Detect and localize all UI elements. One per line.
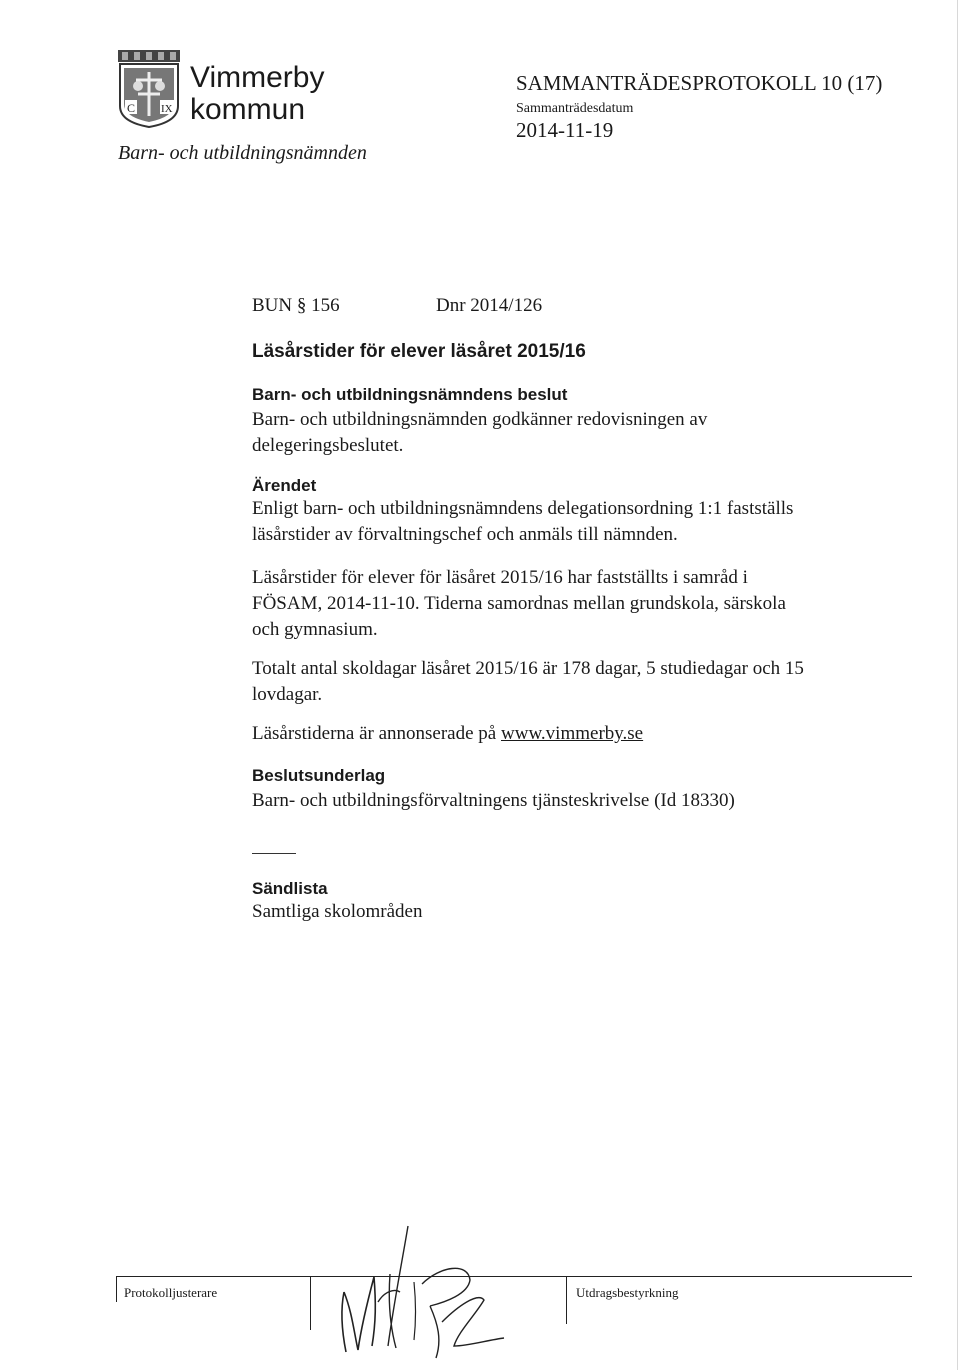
decision-line: delegeringsbeslutet.: [252, 435, 404, 456]
org-name-line2: kommun: [190, 93, 306, 126]
paragraph-line: FÖSAM, 2014-11-10. Tiderna samordnas mellan grundskola, särskola: [252, 593, 786, 614]
paragraph-line: Totalt antal skoldagar läsåret 2015/16 är 178 dagar, 5 studiedagar och 15: [252, 658, 804, 679]
footer-rule: [116, 1276, 912, 1277]
org-name-line1: Vimmerby: [190, 61, 325, 94]
municipality-coat-of-arms-logo: [118, 50, 180, 128]
matter-text: [252, 496, 793, 548]
page-edge: [957, 0, 958, 1370]
footer-adjuster-label: Protokolljusterare: [124, 1285, 218, 1300]
case-title: Läsårstider för elever läsåret 2015/16: [252, 341, 586, 362]
paragraph-announcement: [252, 721, 643, 747]
department-name: Barn- och utbildningsnämnden: [118, 142, 367, 164]
paragraph-reference: BUN § 156: [252, 295, 340, 316]
decision-text: [252, 407, 707, 459]
paragraph-line: Läsårstider för elever för läsåret 2015/16 har fastställts i samråd i: [252, 567, 748, 588]
matter-line: Enligt barn- och utbildningsnämndens delegationsordning 1:1 fastställs: [252, 498, 794, 519]
footer-divider: [566, 1276, 567, 1324]
decision-heading: Barn- och utbildningsnämndens beslut: [252, 385, 568, 404]
meeting-date: 2014-11-19: [516, 118, 614, 142]
basis-text: Barn- och utbildningsförvaltningens tjänsteskrivelse (Id 18330): [252, 790, 735, 811]
basis-heading: Beslutsunderlag: [252, 766, 386, 785]
handwritten-signature: [318, 1222, 508, 1362]
distribution-text: Samtliga skolområden: [252, 901, 423, 922]
footer-certification-label: Utdragsbestyrkning: [576, 1285, 679, 1300]
paragraph-school-days: [252, 656, 804, 708]
logo-letter-c: C: [127, 101, 136, 115]
logo-letter-ix: IX: [161, 103, 173, 115]
distribution-heading: Sändlista: [252, 879, 328, 898]
decision-line: Barn- och utbildningsnämnden godkänner redovisningen av: [252, 409, 708, 430]
separator-line: [252, 853, 296, 854]
announcement-text: Läsårstiderna är annonserade på: [252, 723, 501, 744]
case-number: Dnr 2014/126: [436, 295, 543, 316]
footer-divider: [310, 1276, 311, 1330]
footer-divider: [116, 1276, 117, 1302]
website-link[interactable]: www.vimmerby.se: [501, 723, 644, 744]
paragraph-line: lovdagar.: [252, 684, 323, 705]
matter-heading: Ärendet: [252, 476, 317, 495]
paragraph-schedule: [252, 565, 786, 643]
matter-line: läsårstider av förvaltningschef och anmäls till nämnden.: [252, 524, 678, 545]
meeting-date-label: Sammanträdesdatum: [516, 101, 634, 116]
paragraph-line: och gymnasium.: [252, 619, 378, 640]
document-type: SAMMANTRÄDESPROTOKOLL 10 (17): [516, 71, 883, 95]
